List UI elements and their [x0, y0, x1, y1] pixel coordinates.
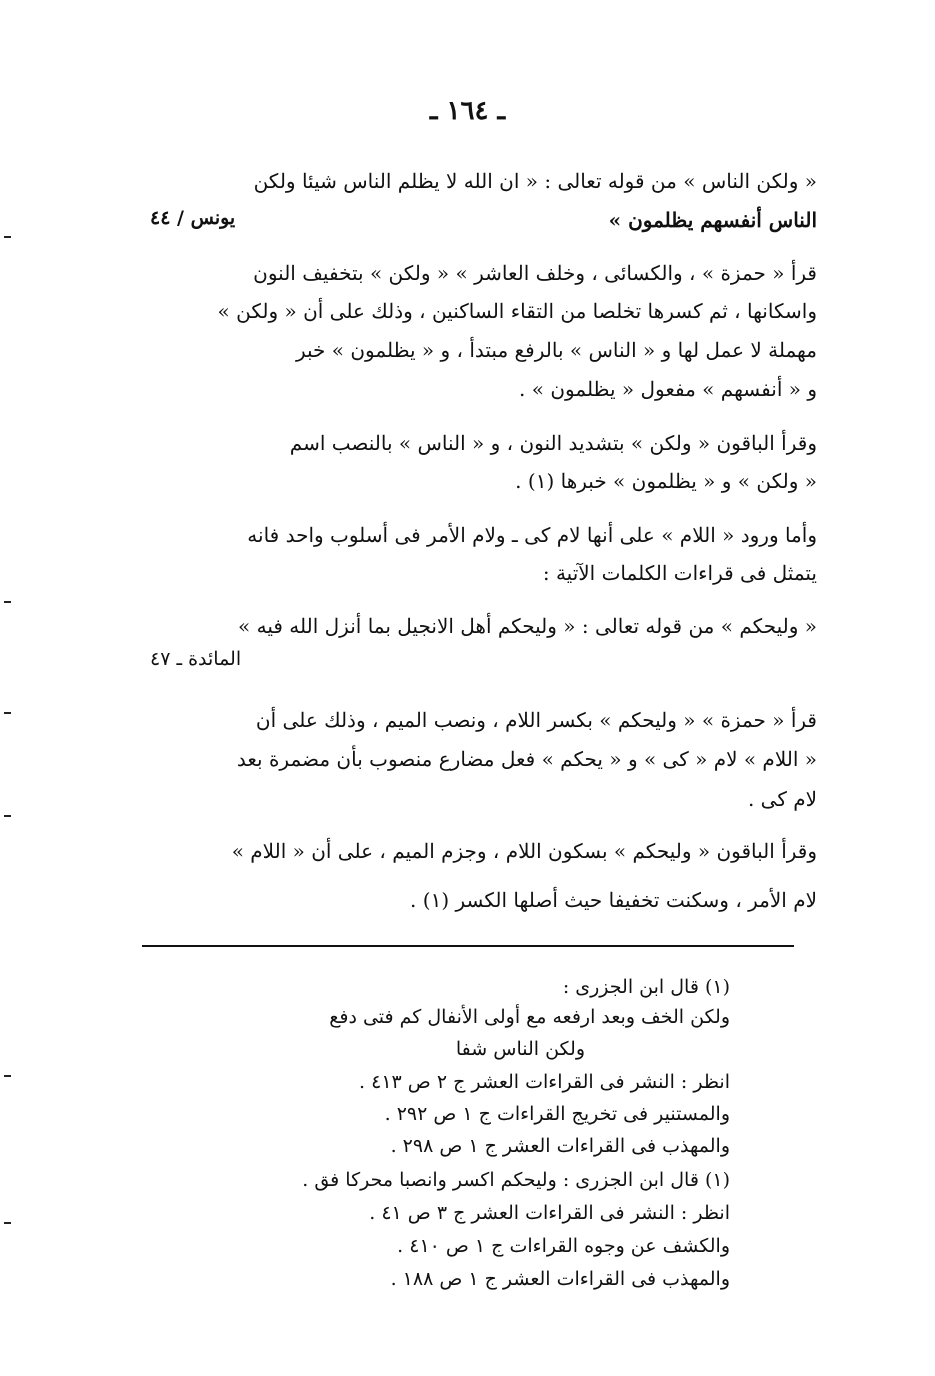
- paragraph-4-line-2: « اللام » لام « كى » و « يحكم » فعل مضارع منصوب بأن مضمرة بعد: [236, 747, 817, 771]
- footnote-line-2: ولكن الخف وبعد ارفعه مع أولى الأنفال كم فتى دفع: [329, 1006, 730, 1028]
- paragraph-1-line-1: قرأ « حمزة » ، والكسائى ، وخلف العاشر » « ولكن » بتخفيف النون: [253, 261, 817, 285]
- footnote-line-3: ولكن الناس شفا: [455, 1038, 585, 1060]
- paragraph-3-line-2: يتمثل فى قراءات الكلمات الآتية :: [542, 561, 817, 585]
- page-number: ـ ١٦٤ ـ: [429, 96, 506, 126]
- footnote-line-8: انظر : النشر فى القراءات العشر ج ٣ ص ٤١ .: [369, 1202, 730, 1224]
- paragraph-3-line-1: وأما ورود « اللام » على أنها لام كى ـ ولام الأمر فى أسلوب واحد فانه: [247, 523, 817, 547]
- paragraph-1-line-4: و « أنفسهم » مفعول « يظلمون » .: [519, 377, 817, 401]
- margin-mark: [4, 1222, 11, 1224]
- margin-mark: [4, 236, 11, 238]
- margin-mark: [4, 815, 11, 817]
- footnote-line-4: انظر : النشر فى القراءات العشر ج ٢ ص ٤١٣ .: [359, 1071, 730, 1093]
- footnote-line-7: (١) قال ابن الجزرى : وليحكم اكسر وانصبا محركا فق .: [302, 1169, 730, 1191]
- verse-1-line-1: « ولكن الناس » من قوله تعالى : « ان الله لا يظلم الناس شيئا ولكن: [253, 169, 817, 193]
- paragraph-5-line-1: وقرأ الباقون « وليحكم » بسكون اللام ، وجزم الميم ، على أن « اللام »: [231, 839, 817, 863]
- margin-mark: [4, 712, 11, 714]
- paragraph-1-line-3: مهملة لا عمل لها و « الناس » بالرفع مبتدأ ، و « يظلمون » خبر: [295, 338, 817, 362]
- verse-1-line-2: الناس أنفسهم يظلمون »: [608, 208, 817, 232]
- footnote-line-6: والمهذب فى القراءات العشر ج ١ ص ٢٩٨ .: [390, 1135, 730, 1157]
- paragraph-4-line-1: قرأ « حمزة » « وليحكم » بكسر اللام ، ونصب الميم ، وذلك على أن: [255, 708, 817, 732]
- footnote-divider: [142, 945, 794, 947]
- paragraph-2-line-2: « ولكن » و « يظلمون » خبرها (١) .: [515, 469, 817, 493]
- footnote-line-1: (١) قال ابن الجزرى :: [562, 976, 730, 998]
- paragraph-1-line-2: واسكانها ، ثم كسرها تخلصا من التقاء الساكنين ، وذلك على أن « ولكن »: [217, 299, 817, 323]
- verse-1-reference: يونس / ٤٤: [150, 207, 236, 229]
- verse-2-line-1: « وليحكم » من قوله تعالى : « وليحكم أهل الانجيل بما أنزل الله فيه »: [238, 614, 817, 638]
- verse-2-reference: المائدة ـ ٤٧: [150, 648, 242, 670]
- margin-mark: [4, 1075, 11, 1077]
- footnote-line-5: والمستنير فى تخريج القراءات ج ١ ص ٢٩٢ .: [384, 1103, 730, 1125]
- margin-mark: [4, 601, 11, 603]
- footnote-line-10: والمهذب فى القراءات العشر ج ١ ص ١٨٨ .: [390, 1268, 730, 1290]
- paragraph-4-line-3: لام كى .: [747, 787, 817, 811]
- paragraph-5-line-2: لام الأمر ، وسكنت تخفيفا حيث أصلها الكسر (١) .: [410, 888, 817, 912]
- paragraph-2-line-1: وقرأ الباقون « ولكن » بتشديد النون ، و « الناس » بالنصب اسم: [289, 431, 817, 455]
- footnote-line-9: والكشف عن وجوه القراءات ج ١ ص ٤١٠ .: [397, 1235, 730, 1257]
